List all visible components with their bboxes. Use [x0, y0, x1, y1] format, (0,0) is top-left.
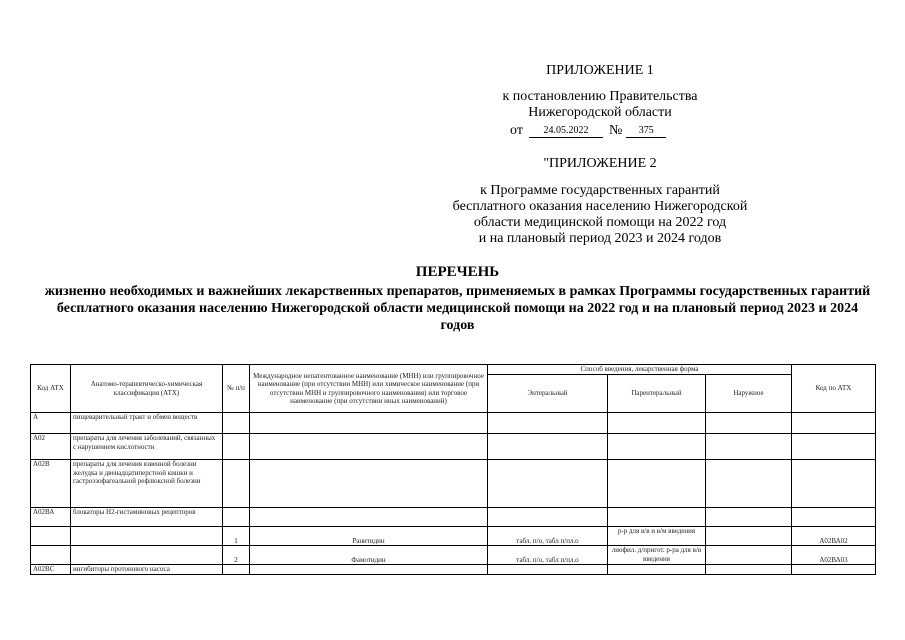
row-enteral: [488, 434, 608, 460]
row-atc-code: А02: [31, 434, 71, 460]
row-atc-code: А02ВС: [31, 565, 71, 575]
row-classification: [71, 527, 223, 546]
row-atc-code: [31, 527, 71, 546]
row-atc-code: [31, 546, 71, 565]
row-parenteral: [608, 460, 706, 508]
header-num: № п/п: [223, 365, 250, 413]
row-enteral: [488, 413, 608, 434]
resolution-number: 375: [626, 125, 666, 138]
row-num: 2: [223, 546, 250, 565]
row-num: [223, 508, 250, 527]
row-parenteral: [608, 413, 706, 434]
row-code-atc: [792, 565, 876, 575]
row-external: [706, 546, 792, 565]
header-atc-code: Код АТХ: [31, 365, 71, 413]
row-atc-code: А02В: [31, 460, 71, 508]
table-body: [31, 413, 876, 575]
row-inn: [250, 413, 488, 434]
from-label: от: [510, 123, 523, 138]
resolution-date: 24.05.2022: [529, 125, 603, 138]
document-title: ПЕРЕЧЕНЬ: [415, 264, 500, 280]
number-label: №: [608, 123, 623, 138]
row-classification: пищеварительный тракт и обмен веществ: [71, 413, 223, 434]
row-code-atc: А02ВА02: [792, 527, 876, 546]
row-num: [223, 565, 250, 575]
row-inn: Фамотидин: [250, 546, 488, 565]
header-enteral: Энтеральный: [488, 375, 608, 413]
row-parenteral: [608, 565, 706, 575]
row-num: [223, 434, 250, 460]
table-row: [31, 565, 876, 575]
document-subtitle: жизненно необходимых и важнейших лекарственных препаратов, применяемых в рамках Программы государственных гарантий бесплатного оказания населению Нижегородской области медицинской помощи на 2022 год и на плановый период 2023 и 2024 годов: [44, 284, 871, 333]
header-admin-group: Способ введения, лекарственная форма: [488, 365, 792, 375]
row-parenteral: [608, 508, 706, 527]
row-parenteral: лиофил. д/пригот. р-ра для в/в введения: [608, 546, 706, 565]
table-row: [31, 527, 876, 546]
header-external: Наружное: [706, 375, 792, 413]
row-external: [706, 527, 792, 546]
row-enteral: [488, 565, 608, 575]
resolution-caption: к постановлению Правительства: [502, 89, 698, 104]
row-atc-code: А: [31, 413, 71, 434]
header-inn: Международное непатентованное наименование (МНН) или группировочное наименование (при отсутствии МНН) или химическое наименование (при отсутствии МНН и группировочного наименования) или торговое наименование (при отсутствии иных наименований): [250, 365, 488, 413]
table-row: [31, 546, 876, 565]
row-parenteral: [608, 434, 706, 460]
row-external: [706, 508, 792, 527]
resolution-date-line: [510, 122, 690, 139]
header-parenteral: Парентеральный: [608, 375, 706, 413]
table-row: [31, 508, 876, 527]
row-code-atc: А02ВА03: [792, 546, 876, 565]
row-num: [223, 413, 250, 434]
row-enteral: [488, 460, 608, 508]
row-enteral: табл. п/о, табл п/пл.о: [488, 527, 608, 546]
row-num: [223, 460, 250, 508]
row-atc-code: А02ВА: [31, 508, 71, 527]
row-code-atc: [792, 460, 876, 508]
row-parenteral: р-р для в/в и в/м введения: [608, 527, 706, 546]
row-enteral: табл. п/о, табл п/пл.о: [488, 546, 608, 565]
row-enteral: [488, 508, 608, 527]
program-line-4: и на плановый период 2023 и 2024 годов: [478, 231, 722, 246]
header-code-atc: Код по АТХ: [792, 365, 876, 413]
row-external: [706, 413, 792, 434]
row-classification: [71, 546, 223, 565]
row-inn: [250, 434, 488, 460]
row-inn: [250, 565, 488, 575]
row-inn: [250, 460, 488, 508]
row-code-atc: [792, 508, 876, 527]
header-classification: Анатомо-терапевтическо-химическая классификация (АТХ): [71, 365, 223, 413]
row-inn: [250, 508, 488, 527]
row-external: [706, 460, 792, 508]
row-classification: ингибиторы протонового насоса: [71, 565, 223, 575]
region-caption: Нижегородской области: [528, 105, 672, 120]
table-row: [31, 434, 876, 460]
row-external: [706, 565, 792, 575]
row-num: 1: [223, 527, 250, 546]
table-row: [31, 460, 876, 508]
appendix1-heading: ПРИЛОЖЕНИЕ 1: [546, 63, 654, 78]
program-line-2: бесплатного оказания населению Нижегородской: [452, 199, 748, 214]
row-classification: препараты для лечения заболеваний, связанных с нарушением кислотности: [71, 434, 223, 460]
row-code-atc: [792, 434, 876, 460]
appendix2-heading: "ПРИЛОЖЕНИЕ 2: [543, 156, 657, 171]
program-line-3: области медицинской помощи на 2022 год: [473, 215, 727, 230]
program-line-1: к Программе государственных гарантий: [480, 183, 720, 198]
row-external: [706, 434, 792, 460]
row-classification: препараты для лечения язвенной болезни желудка и двенадцатиперстной кишки и гастроэзофагеальной рефлюксной болезни: [71, 460, 223, 508]
row-code-atc: [792, 413, 876, 434]
medicines-table: [30, 364, 876, 575]
table-row: [31, 413, 876, 434]
row-inn: Ранитидин: [250, 527, 488, 546]
row-classification: блокаторы Н2-гистаминовых рецепторов: [71, 508, 223, 527]
